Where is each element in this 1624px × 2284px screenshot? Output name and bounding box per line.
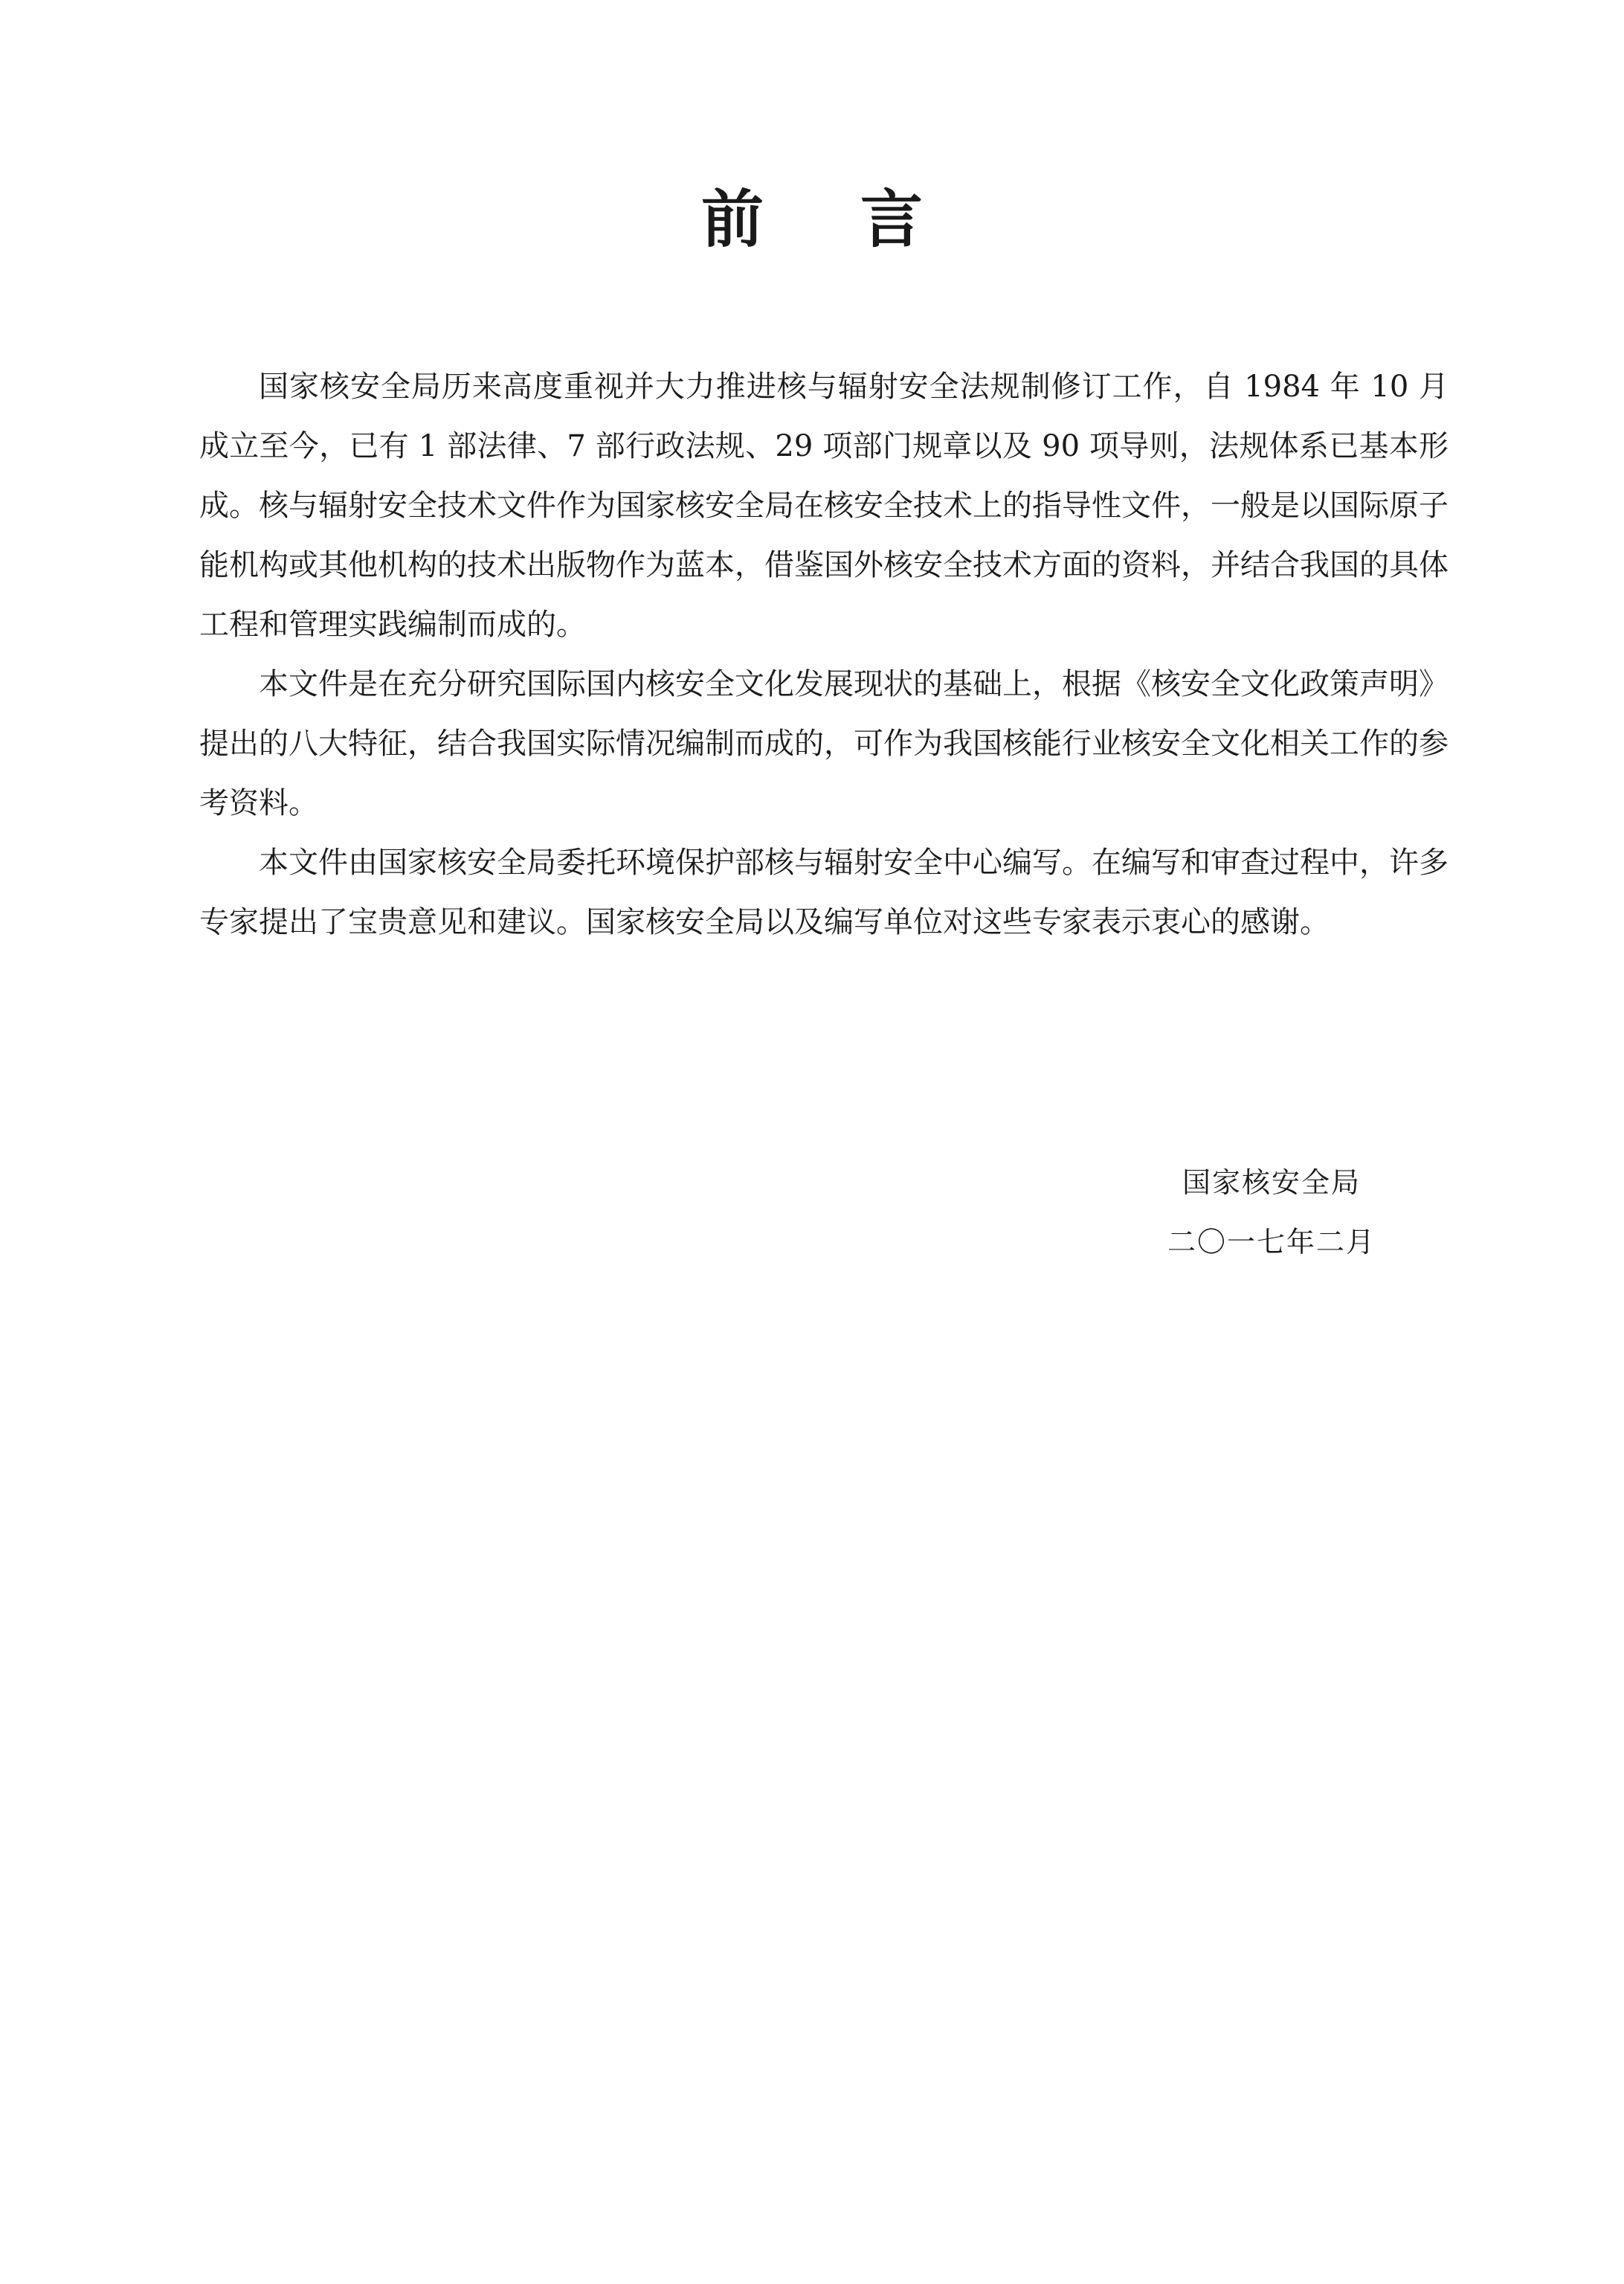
- signature-date: 二〇一七年二月: [1167, 1226, 1376, 1258]
- paragraph-3: 本文件由国家核安全局委托环境保护部核与辐射安全中心编写。在编写和审查过程中，许多专家提出了宝贵意见和建议。国家核安全局以及编写单位对这些专家表示衷心的感谢。: [199, 846, 1449, 939]
- signature-block: [1130, 1153, 1413, 1272]
- paragraph-1: 国家核安全局历来高度重视并大力推进核与辐射安全法规制修订工作，自 1984 年 10 月成立至今，已有 1 部法律、7 部行政法规、29 项部门规章以及 90 项导则，法规体系已基本形成。核与辐射安全技术文件作为国家核安全局在核安全技术上的指导性文件，一般是以国际原子能机构或其他机构的技术出版物作为蓝本，借鉴国外核安全技术方面的资料，并结合我国的具体工程和管理实践编制而成的。: [199, 370, 1449, 642]
- preface-body: [199, 357, 1449, 952]
- signature-organization: 国家核安全局: [1182, 1166, 1361, 1199]
- page-title: 前言: [700, 183, 1019, 256]
- paragraph-2: 本文件是在充分研究国际国内核安全文化发展现状的基础上，根据《核安全文化政策声明》提出的八大特征，结合我国实际情况编制而成的，可作为我国核能行业核安全文化相关工作的参考资料。: [199, 667, 1449, 820]
